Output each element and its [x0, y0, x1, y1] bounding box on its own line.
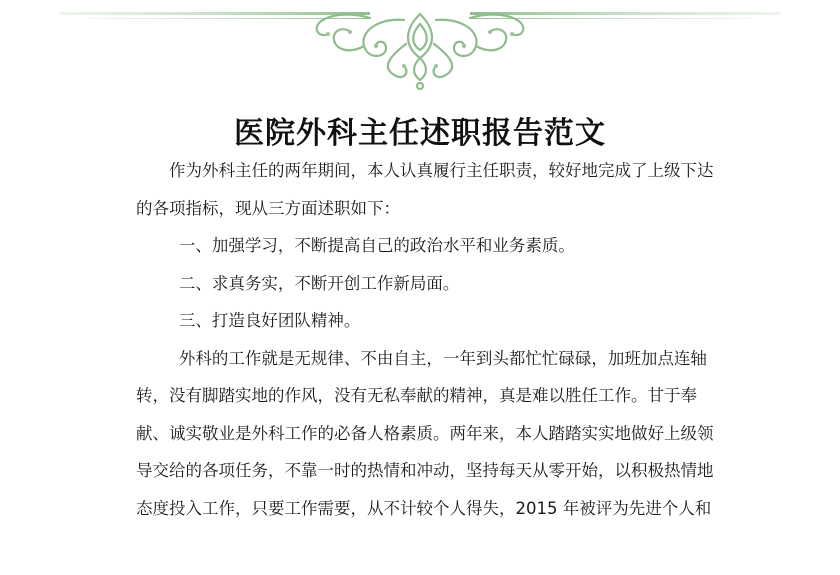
document-body [136, 152, 714, 527]
body-paragraph: 外科的工作就是无规律、不由自主，一年到头都忙忙碌碌，加班加点连轴转，没有脚踏实地的作风，没有无私奉献的精神，真是难以胜任工作。甘于奉献、诚实敬业是外科工作的必备人格素质。两年来，本人踏踏实实地做好上级领导交给的各项任务，不靠一时的热情和冲动，坚持每天从零开始，以积极热情地态度投入工作，只要工作需要，从不计较个人得失，2015 年被评为先进个人和 [136, 348, 714, 518]
page-title: 医院外科主任述职报告范文 [234, 116, 606, 151]
list-item: 一、加强学习，不断提高自己的政治水平和业务素质。 [178, 236, 575, 255]
intro-paragraph: 作为外科主任的两年期间，本人认真履行主任职责，较好地完成了上级下达的各项指标，现从三方面述职如下： [136, 161, 714, 218]
floral-scroll-ornament-icon [0, 0, 840, 100]
list-item: 二、求真务实，不断开创工作新局面。 [178, 273, 460, 293]
list-item: 三、打造良好团队精神。 [178, 311, 361, 330]
